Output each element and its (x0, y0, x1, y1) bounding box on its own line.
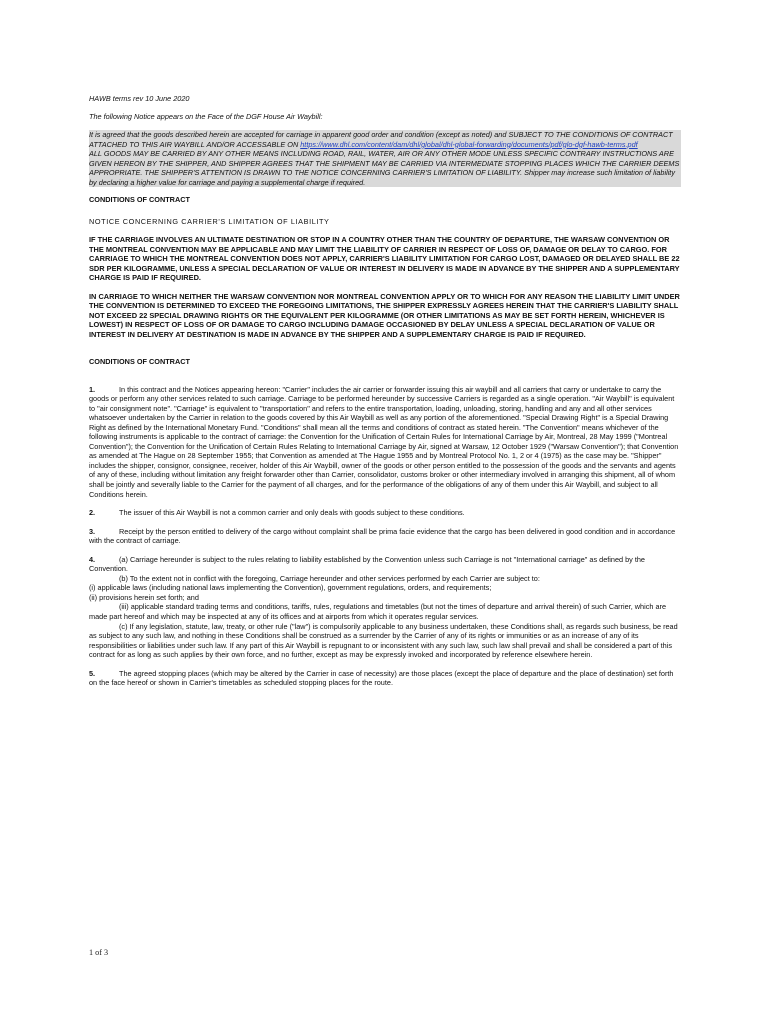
revision-line: HAWB terms rev 10 June 2020 (89, 94, 190, 103)
clause-4b-i: (i) applicable laws (including national laws implementing the Convention), government regulations, orders, and requirements; (89, 583, 492, 593)
notice-box (89, 130, 681, 187)
clause-2 (89, 508, 681, 518)
terms-link[interactable]: https://www.dhl.com/content/dam/dhl/global/dhl-global-forwarding/documents/pdf/glo-dgf-hawb-terms.pdf (300, 139, 638, 149)
clause-1 (89, 385, 681, 500)
notice-text-before-link: It is agreed that the goods described herein are accepted for carriage in apparent good order and condition (except as noted) and SUBJECT TO THE CONDITIONS OF CONTRACT ATTACHED TO THIS AIR WAYBILL AND/OR ACCESSABLE ON (89, 130, 673, 149)
clause-number: 2. (89, 508, 96, 518)
notice-intro: The following Notice appears on the Face of the DGF House Air Waybill: (89, 111, 323, 121)
clause-4 (89, 555, 681, 660)
page-number: 1 of 3 (89, 948, 109, 957)
clause-text: In this contract and the Notices appearing hereon: "Carrier" includes the air carrier or forwarder issuing this air waybill and all carriers that carry or undertake to carry the goods or perform any other services related to such carriage. Carriage to be performed hereunder by successive Carriers is regarded as a single operation. "Air Waybill" is equivalent to "air consignment note". "Carriage" is equivalent to "transportation" and refers to the entire transportation, loading, unloading, storing, handling and any and all other services whatsoever undertaken by the Carrier in relation to the goods covered by this Air Waybill as well as any portion of the aforementioned. "Special Drawing Right" is a Special Drawing Right as defined by the International Monetary Fund. "Conditions" shall mean all the terms and conditions of contract as stated herein. "The Convention" means whichever of the following instruments is applicable to the contract of carriage: the Convention for the Unification of Certain Rules for International Carriage by Air, Montreal, 28 May 1999 ("Montreal Convention"); the Convention for the Unification of Certain Rules Relating to International Carriage by Air, signed at Warsaw, 12 October 1929 ("Warsaw Convention"); that Convention as amended at The Hague on 28 September 1955; that Convention as amended at The Hague 1955 and by Montreal Protocol No. 1, 2 or 4 (1975) as the case may be. "Shipper" includes the shipper, consignor, consignee, receiver, holder of this Air Waybill, owner of the goods or other person entitled to the possession of the goods and the servants and agents of any of these, including without limitation any freight forwarder other than Carrier, consolidator, customs broker or other intermediary involved in arranging this shipment, all of whom shall be jointly and severally liable to the Carrier for the payment of all charges, and for the performance of the obligations of any of them under this Air Waybill, and subject to all Conditions herein. (89, 384, 679, 499)
clause-4a (89, 555, 681, 574)
liability-notice-heading: NOTICE CONCERNING CARRIER'S LIMITATION OF LIABILITY (89, 216, 330, 226)
clause-text: The agreed stopping places (which may be altered by the Carrier in case of necessity) are those places (except the place of departure and the place of destination) set forth on the face hereof or shown in Carrier's timetables as scheduled stopping places for the route. (89, 668, 674, 688)
clause-number: 1. (89, 384, 96, 394)
clause-4c: (c) If any legislation, statute, law, treaty, or other rule ("law") is compulsorily applicable to any business undertaken, these Conditions shall, as regards such business, be read as subject to any such law, and nothing in these Conditions shall be construed as a surrender by the Carrier of any of its rights or immunities or as an increase of any of its responsibilities or liabilities under such law. If any part of this Air Waybill is repugnant to or inconsistent with any such law, such law shall prevail and shall be considered a part of this contract for as long as such applies by their own force, and no further, except as may be expressly invoked and incorporated by reference elsewhere herein. (89, 621, 678, 660)
clause-4b-iii: (iii) applicable standard trading terms and conditions, tariffs, rules, regulations and timetables (but not the times of departure and arrival therein) of such Carrier, which are made part hereof and which may be inspected at any of its offices and at airports from which it operates regular services. (89, 602, 667, 622)
clause-4b-ii: (ii) provisions herein set forth; and (89, 592, 199, 602)
clause-number: 4. (89, 554, 96, 564)
clause-text: (a) Carriage hereunder is subject to the rules relating to liability established by the Convention unless such Carriage is not "International carriage" as defined by the Convention. (89, 554, 645, 574)
notice-text-after-link: ALL GOODS MAY BE CARRIED BY ANY OTHER MEANS INCLUDING ROAD, RAIL, WATER, AIR OR ANY OTHER MODE UNLESS SPECIFIC CONTRARY INSTRUCTIONS ARE GIVEN HEREON BY THE SHIPPER, AND SHIPPER AGREES THAT THE SHIPMENT MAY BE CARRIED VIA INTERMEDIATE STOPPING PLACES WHICH THE CARRIER DEEMS APPROPRIATE. THE SHIPPER'S ATTENTION IS DRAWN TO THE NOTICE CONCERNING CARRIER'S LIMITATION OF LIABILITY. Shipper may increase such limitation of liability by declaring a higher value for carriage and paying a supplemental charge if required. (89, 149, 680, 187)
liability-paragraph-2: IN CARRIAGE TO WHICH NEITHER THE WARSAW CONVENTION NOR MONTREAL CONVENTION APPLY OR TO WHICH FOR ANY REASON THE LIABILITY LIMIT UNDER THE CONVENTION IS DETERMINED TO EXCEED THE FOREGOING LIMITATIONS, THE SHIPPER EXPRESSLY AGREES HEREIN THAT THE CARRIER'S LIABILITY SHALL NOT EXCEED 22 SPECIAL DRAWING RIGHTS OR THE EQUIVALENT PER KILOGRAMME (OR OTHER LIMITATIONS AS MAY BE SET FORTH HEREIN, WHICHEVER IS LOWEST) IN RESPECT OF LOSS OF OR DAMAGE TO CARGO INCLUDING DAMAGE OCCASIONED BY DELAY UNLESS A SPECIAL DECLARATION OF VALUE OR INTEREST IN DELIVERY AT DESTINATION IS MADE IN ADVANCE BY THE SHIPPER AND A SUPPLEMENTARY CHARGE IS PAID IF REQUIRED. (89, 291, 680, 339)
clause-4b: (b) To the extent not in conflict with the foregoing, Carriage hereunder and other services performed by each Carrier are subject to: (119, 573, 540, 583)
clause-number: 5. (89, 668, 96, 678)
conditions-heading-2: CONDITIONS OF CONTRACT (89, 357, 190, 366)
clause-text: Receipt by the person entitled to delivery of the cargo without complaint shall be prima facie evidence that the cargo has been delivered in good condition and in accordance with the contract of carriage. (89, 526, 676, 546)
clause-3 (89, 527, 681, 546)
clause-text: The issuer of this Air Waybill is not a common carrier and only deals with goods subject to these conditions. (119, 508, 465, 518)
clause-5 (89, 669, 681, 688)
clause-number: 3. (89, 526, 96, 536)
document-body (89, 94, 681, 688)
liability-paragraph-1: IF THE CARRIAGE INVOLVES AN ULTIMATE DESTINATION OR STOP IN A COUNTRY OTHER THAN THE COUNTRY OF DEPARTURE, THE WARSAW CONVENTION OR THE MONTREAL CONVENTION MAY BE APPLICABLE AND MAY LIMIT THE LIABILITY OF CARRIER IN RESPECT OF LOSS OF, DAMAGE OR DELAY TO CARGO. FOR CARRIAGE TO WHICH THE MONTREAL CONVENTION DOES NOT APPLY, CARRIER'S LIABILITY LIMITATION FOR CARGO LOST, DAMAGED OR DELAYED SHALL BE 22 SDR PER KILOGRAMME, UNLESS A SPECIAL DECLARATION OF VALUE OR INTEREST IN DELIVERY IS MADE IN ADVANCE BY THE SHIPPER AND A SUPPLEMENTARY CHARGE IS PAID IF REQUIRED. (89, 235, 680, 283)
conditions-heading-1: CONDITIONS OF CONTRACT (89, 195, 190, 205)
